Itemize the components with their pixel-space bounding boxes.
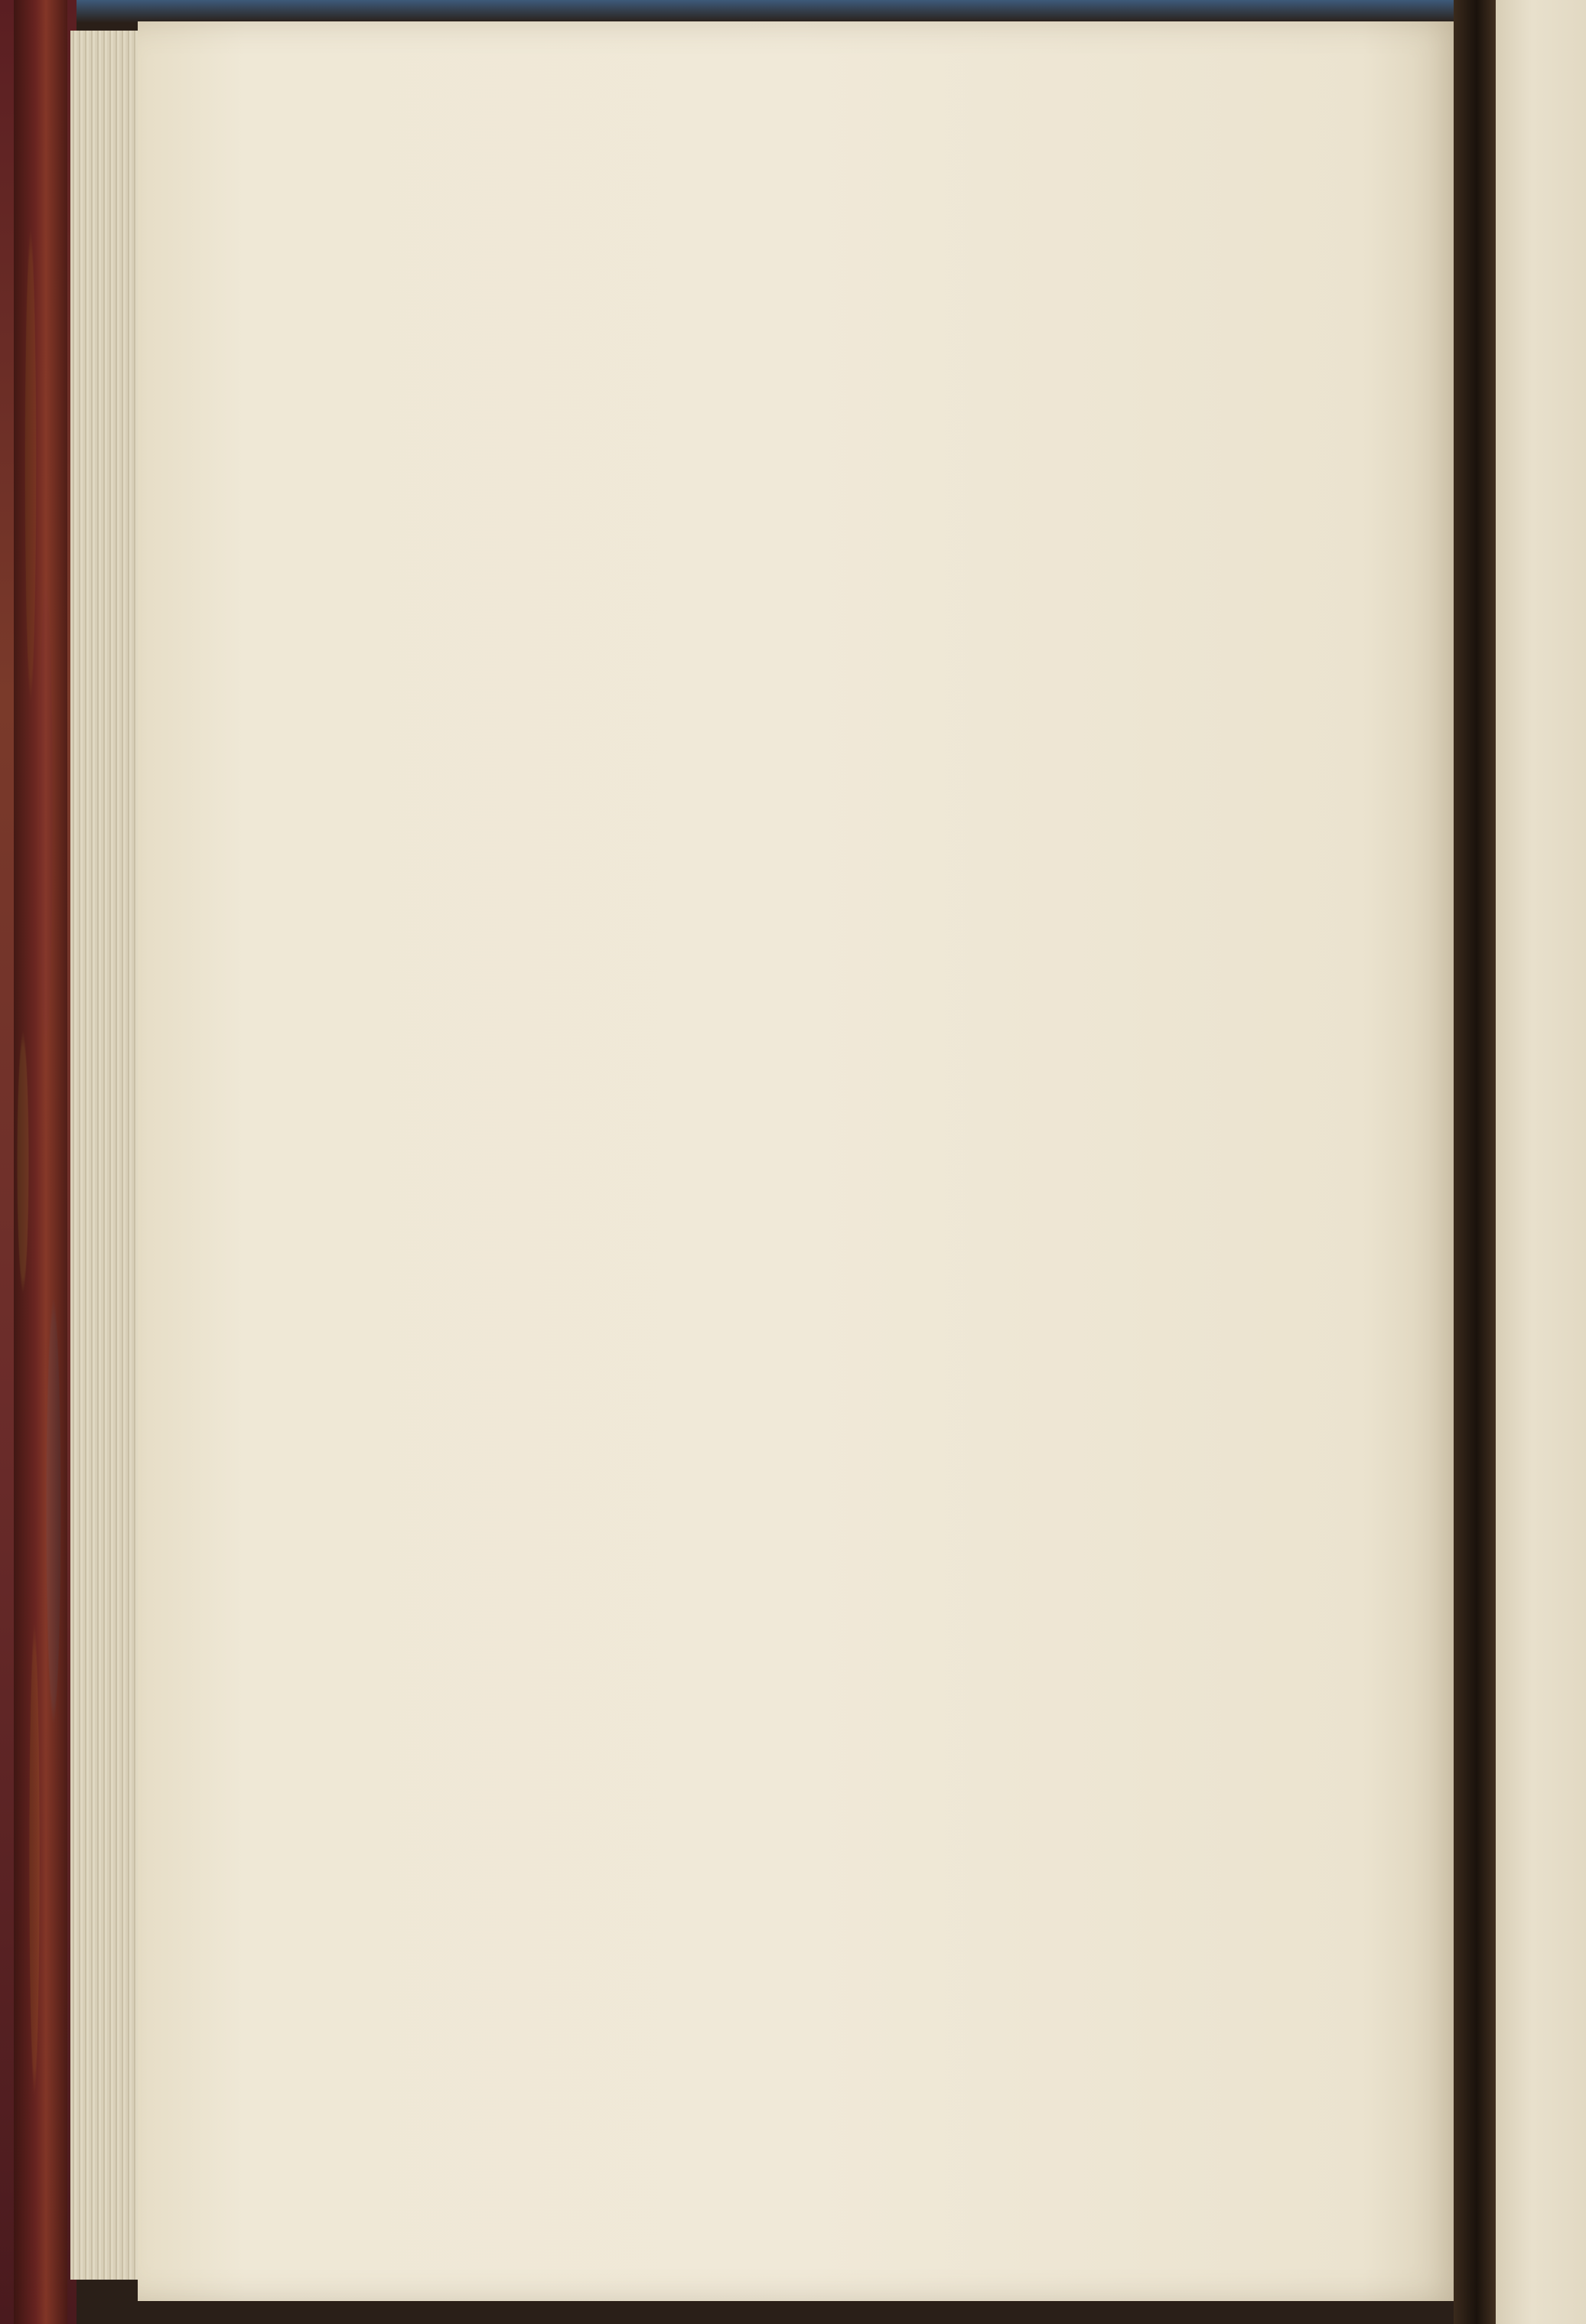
book-page (138, 21, 1469, 2301)
book-spine (14, 0, 67, 2324)
book-gutter (1454, 0, 1500, 2324)
next-page-edge (1496, 0, 1586, 2324)
cover-top-edge (77, 0, 1454, 23)
